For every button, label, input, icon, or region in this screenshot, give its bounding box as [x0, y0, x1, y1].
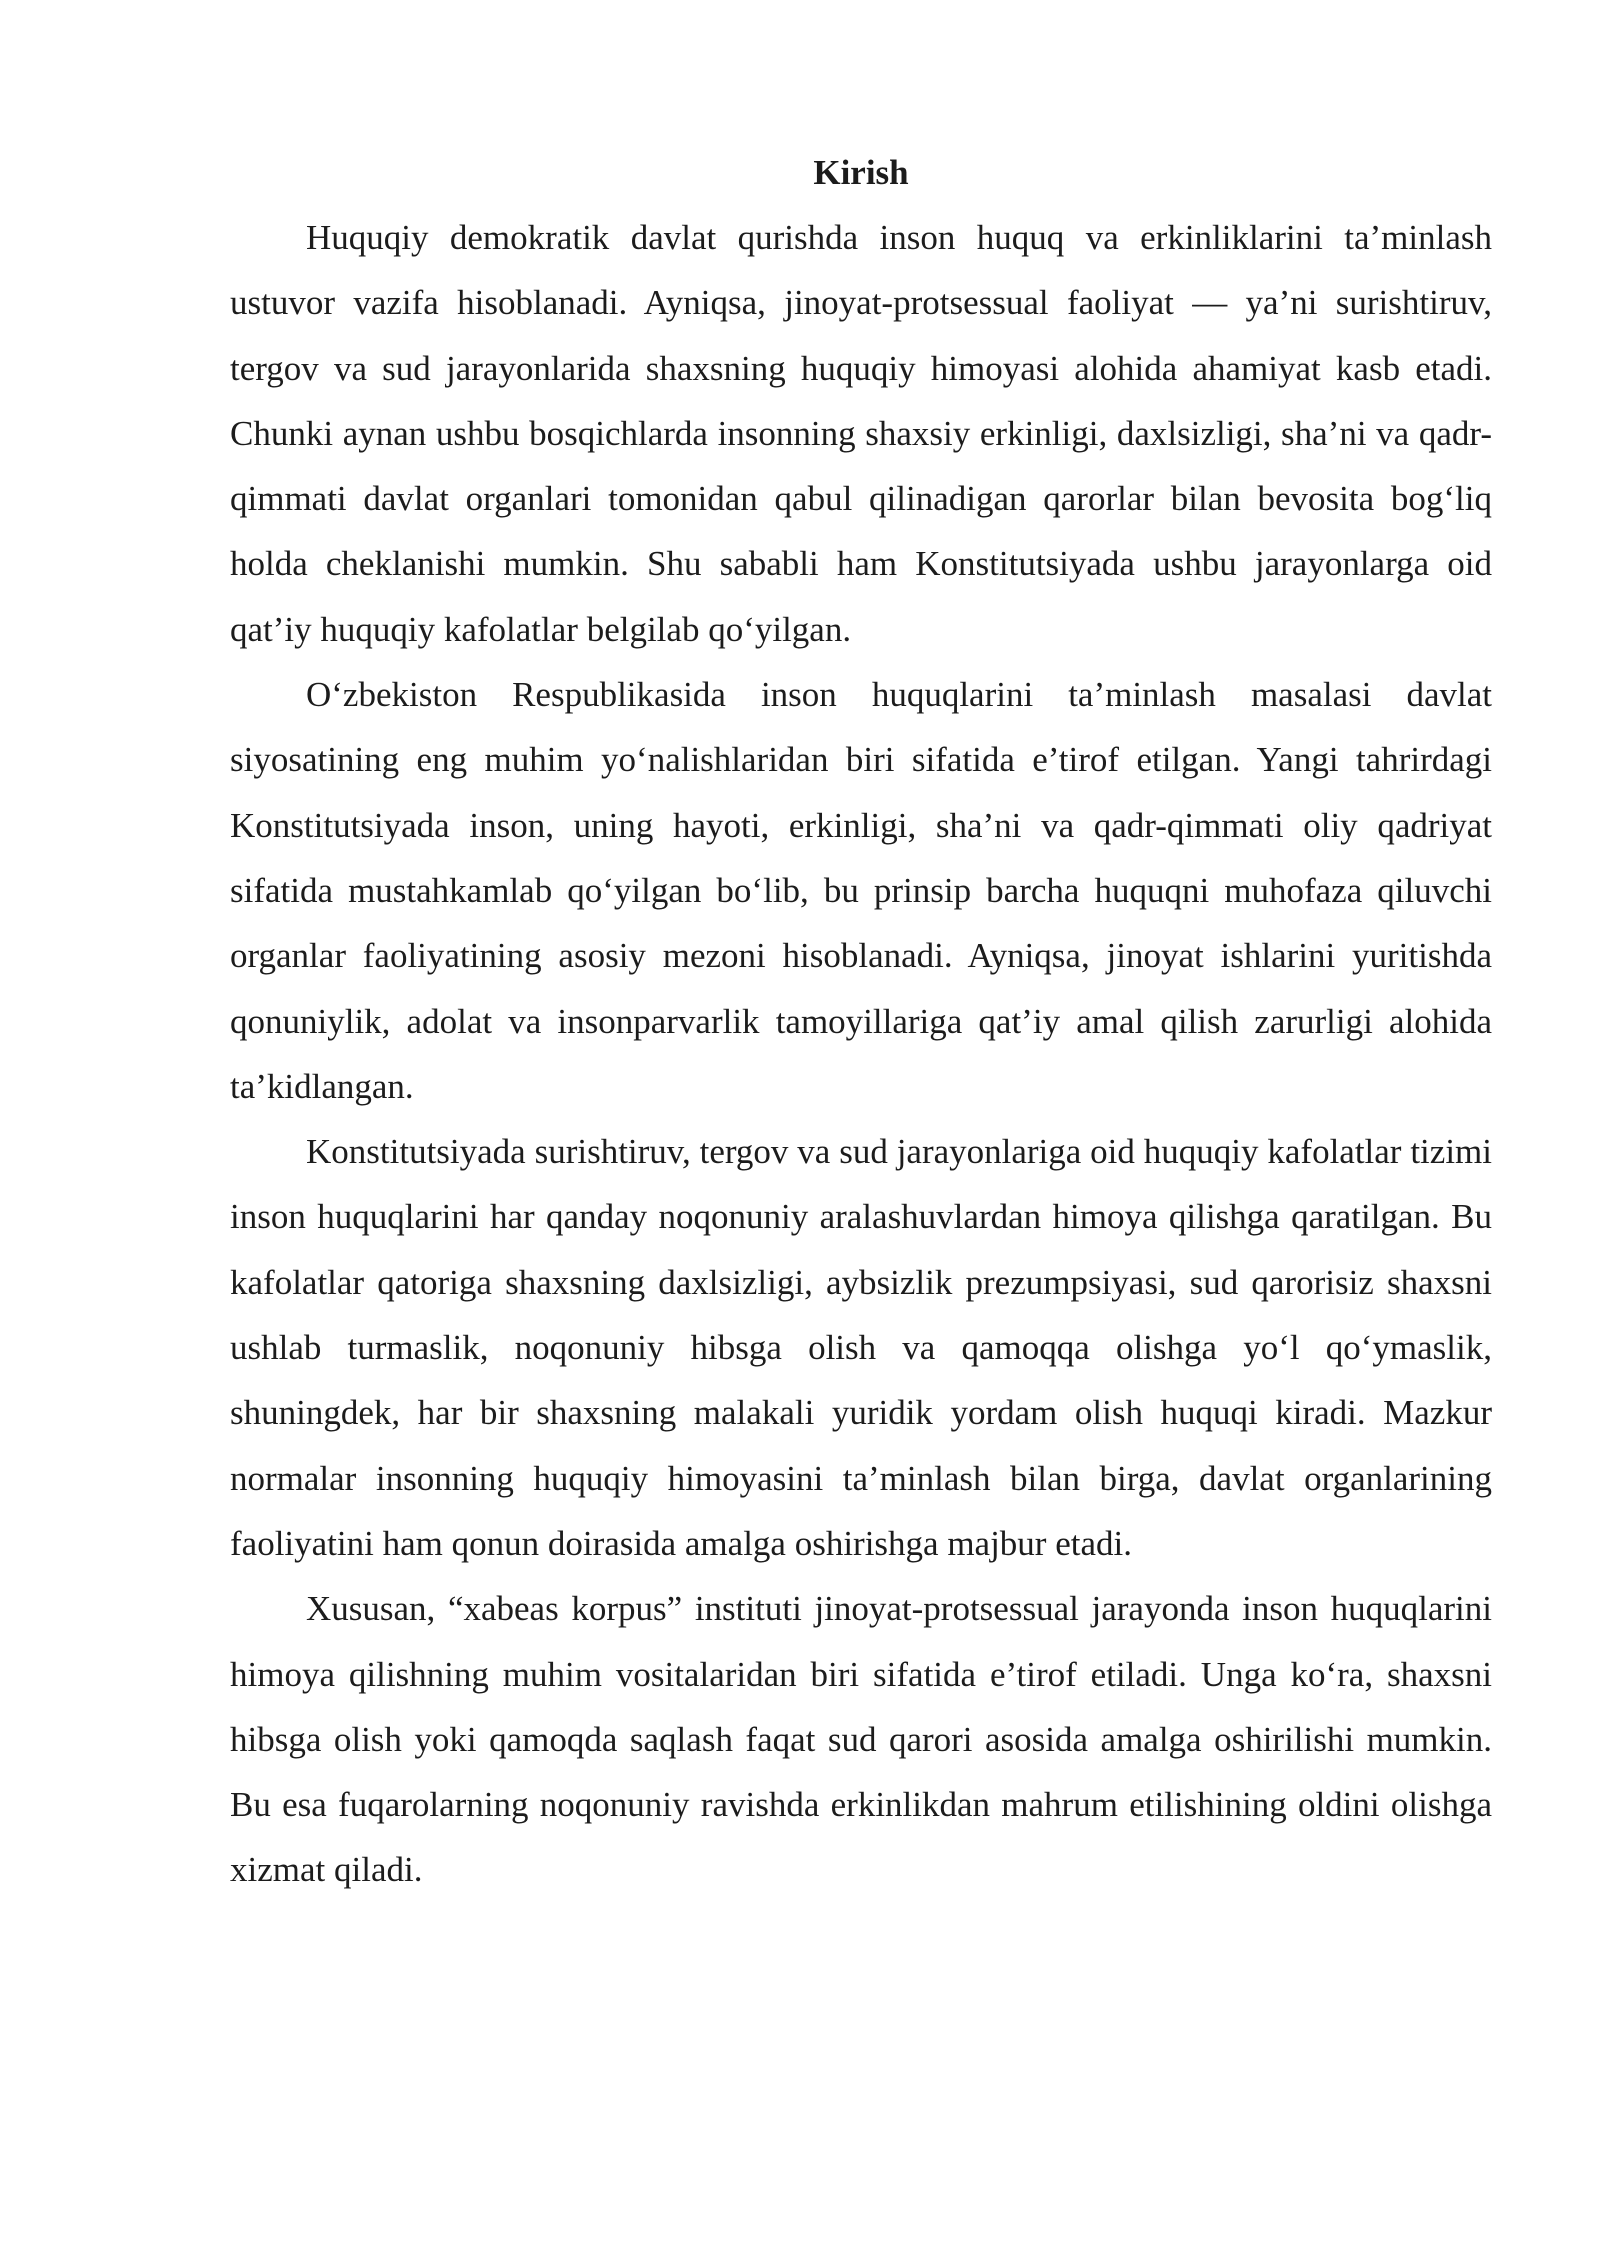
paragraph-3: Konstitutsiyada surishtiruv, tergov va sud jarayonlariga oid huquqiy kafolatlar tizimi inson huquqlarini har qanday noqonuniy aralashuvlardan himoya qilishga qaratilgan. Bu kafolatlar qatoriga shaxsning daxlsizligi, aybsizlik prezumpsiyasi, sud qarorisiz shaxsni ushlab turmaslik, noqonuniy hibsga olish va qamoqqa olishga yo‘l qo‘ymaslik, shuningdek, har bir shaxsning malakali yuridik yordam olish huquqi kiradi. Mazkur normalar insonning huquqiy himoyasini ta’minlash bilan birga, davlat organlarining faoliyatini ham qonun doirasida amalga oshirishga majbur etadi.: [230, 1132, 1492, 1563]
paragraph-4: Xususan, “xabeas korpus” instituti jinoyat-protsessual jarayonda inson huquqlarini himoya qilishning muhim vositalaridan biri sifatida e’tirof etiladi. Unga ko‘ra, shaxsni hibsga olish yoki qamoqda saqlash faqat sud qarori asosida amalga oshirilishi mumkin. Bu esa fuqarolarning noqonuniy ravishda erkinlikdan mahrum etilishining oldini olishga xizmat qiladi.: [230, 1589, 1492, 1890]
paragraph-1: Huquqiy demokratik davlat qurishda inson huquq va erkinliklarini ta’minlash ustuvor vazifa hisoblanadi. Ayniqsa, jinoyat-protsessual faoliyat — ya’ni surishtiruv, tergov va sud jarayonlarida shaxsning huquqiy himoyasi alohida ahamiyat kasb etadi. Chunki aynan ushbu bosqichlarda insonning shaxsiy erkinligi, daxlsizligi, sha’ni va qadr-qimmati davlat organlari tomonidan qabul qilinadigan qarorlar bilan bevosita bog‘liq holda cheklanishi mumkin. Shu sababli ham Konstitutsiyada ushbu jarayonlarga oid qat’iy huquqiy kafolatlar belgilab qo‘yilgan.: [230, 218, 1492, 649]
paragraph-2: O‘zbekiston Respublikasida inson huquqlarini ta’minlash masalasi davlat siyosatining eng muhim yo‘nalishlaridan biri sifatida e’tirof etilgan. Yangi tahrirdagi Konstitutsiyada inson, uning hayoti, erkinligi, sha’ni va qadr-qimmati oliy qadriyat sifatida mustahkamlab qo‘yilgan bo‘lib, bu prinsip barcha huquqni muhofaza qiluvchi organlar faoliyatining asosiy mezoni hisoblanadi. Ayniqsa, jinoyat ishlarini yuritishda qonuniylik, adolat va insonparvarlik tamoyillariga qat’iy amal qilish zarurligi alohida ta’kidlangan.: [230, 675, 1492, 1106]
page-title: Kirish: [813, 153, 909, 192]
document-body: [230, 140, 1492, 1903]
